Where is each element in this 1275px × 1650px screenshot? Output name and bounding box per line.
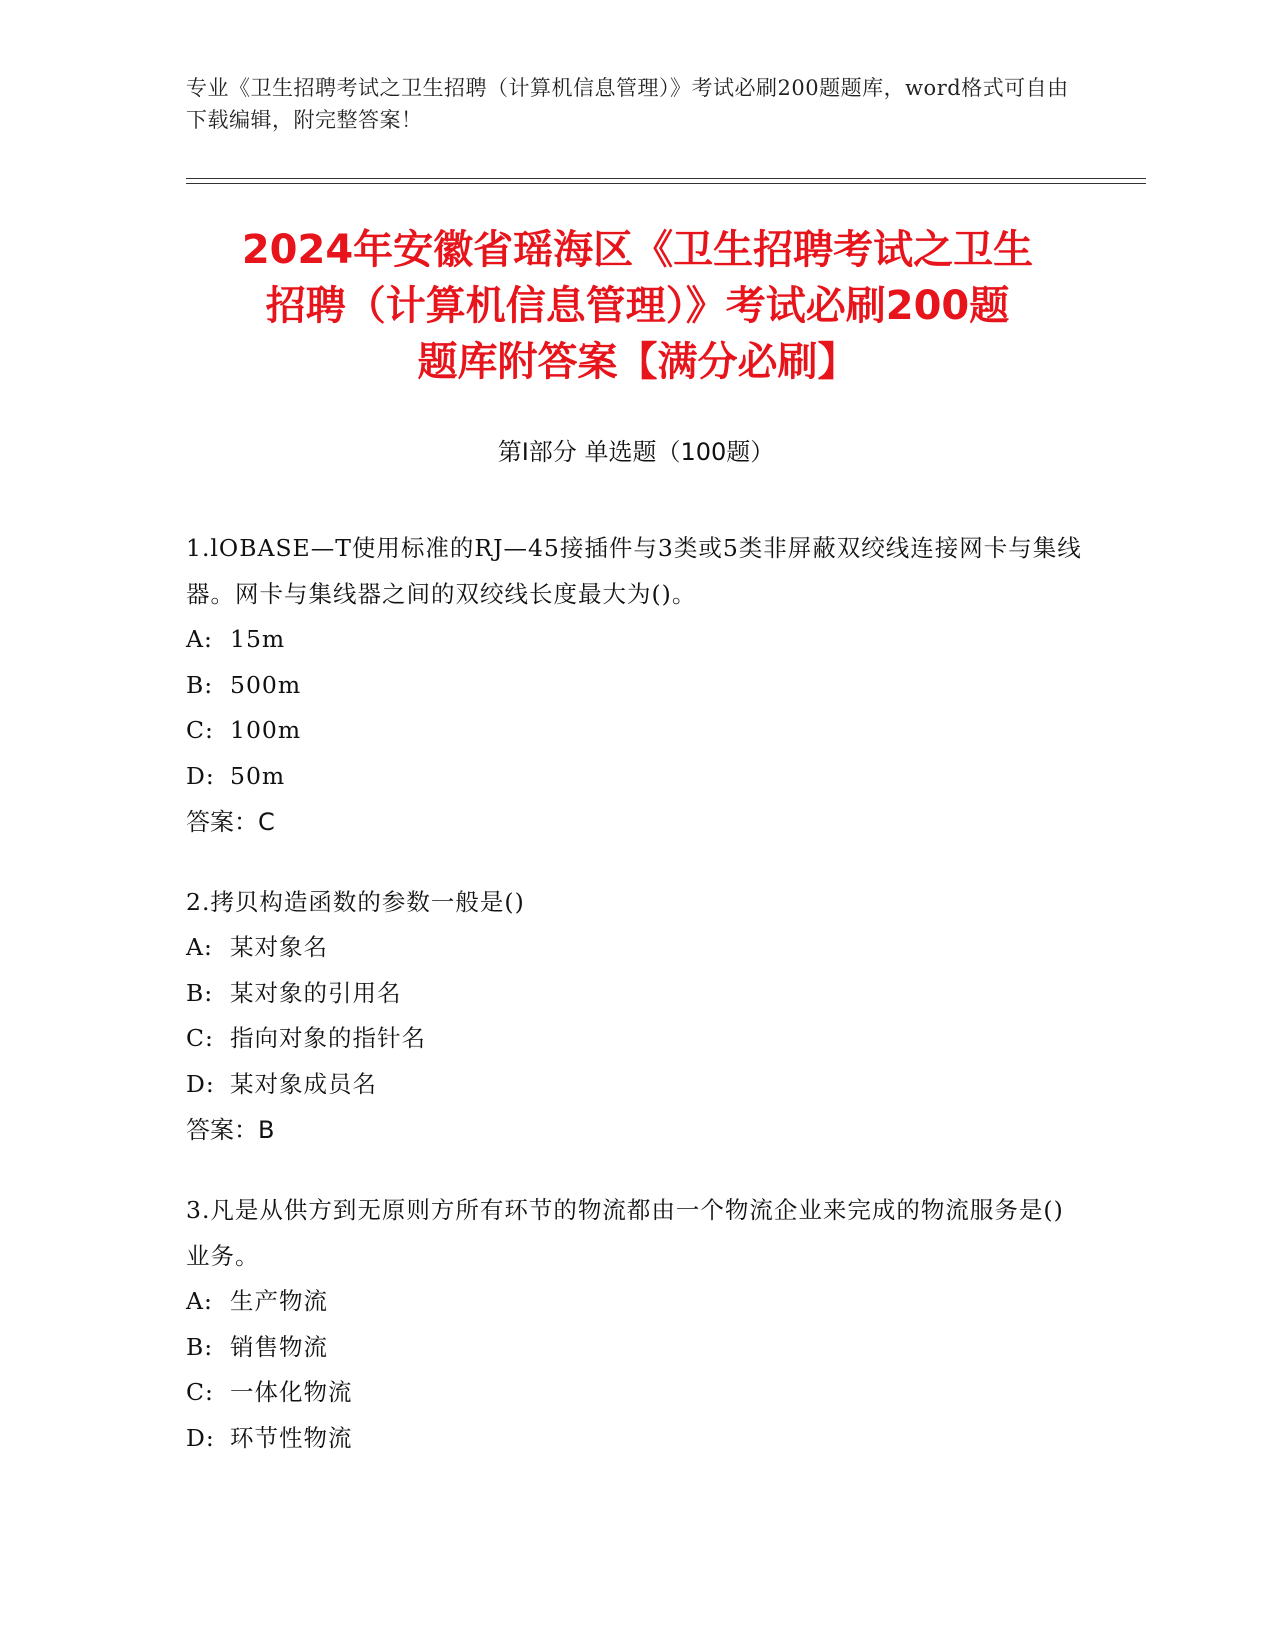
option-key: D: (186, 1423, 215, 1452)
option-text: 生产物流 (230, 1287, 328, 1315)
option-text: 15m (230, 625, 286, 653)
header-rule-bottom (186, 183, 1146, 184)
question-stem: 1.lOBASE—T使用标准的RJ—45接插件与3类或5类非屏蔽双绞线连接网卡与集线器。网卡与集线器之间的双绞线长度最大为()。 (186, 534, 1082, 608)
option-key: A: (186, 1287, 213, 1315)
answer: 答案：B (186, 1116, 275, 1144)
option-b (186, 971, 1086, 1017)
title-line-1: 2024年安徽省瑶海区《卫生招聘考试之卫生 (241, 227, 1034, 273)
document-title (150, 222, 1125, 390)
option-key: B: (186, 670, 214, 699)
option-key: D: (186, 1069, 215, 1098)
option-text: 指向对象的指针名 (230, 1024, 426, 1052)
question-list (186, 525, 1086, 1495)
question-1 (186, 525, 1086, 845)
option-a (186, 1279, 1086, 1325)
option-d (186, 754, 1086, 800)
option-d (186, 1062, 1086, 1108)
option-a (186, 925, 1086, 971)
option-key: C: (186, 1024, 214, 1052)
option-key: C: (186, 716, 214, 744)
option-key: D: (186, 761, 215, 790)
question-stem: 3.凡是从供方到无原则方所有环节的物流都由一个物流企业来完成的物流服务是()业务。 (186, 1196, 1064, 1270)
question-2 (186, 879, 1086, 1153)
option-b (186, 663, 1086, 709)
option-c (186, 1016, 1086, 1062)
question-3 (186, 1187, 1086, 1461)
option-key: C: (186, 1378, 214, 1406)
option-key: A: (186, 933, 213, 961)
option-text: 某对象的引用名 (230, 978, 402, 1007)
option-c (186, 1370, 1086, 1416)
option-key: B: (186, 978, 214, 1007)
option-key: A: (186, 625, 213, 653)
option-text: 销售物流 (230, 1332, 328, 1361)
question-stem: 2.拷贝构造函数的参数一般是() (186, 888, 525, 916)
option-text: 某对象成员名 (230, 1069, 377, 1098)
option-text: 某对象名 (230, 933, 328, 961)
option-key: B: (186, 1332, 214, 1361)
option-d (186, 1416, 1086, 1462)
option-b (186, 1325, 1086, 1371)
option-text: 环节性物流 (230, 1423, 353, 1452)
answer: 答案：C (186, 808, 275, 836)
option-text: 一体化物流 (230, 1378, 353, 1406)
option-c (186, 708, 1086, 754)
title-line-2: 招聘（计算机信息管理）》考试必刷200题 (265, 283, 1010, 329)
option-text: 100m (230, 716, 302, 744)
option-text: 500m (230, 670, 302, 699)
option-a (186, 617, 1086, 663)
title-line-3: 题库附答案【满分必刷】 (417, 339, 858, 385)
header-note: 专业《卫生招聘考试之卫生招聘（计算机信息管理）》考试必刷200题题库，word格式可自由下载编辑，附完整答案！ (186, 76, 1069, 132)
option-text: 50m (230, 761, 286, 790)
header-rule-top (186, 178, 1146, 179)
section-heading: 第Ⅰ部分 单选题（100题） (497, 438, 775, 466)
